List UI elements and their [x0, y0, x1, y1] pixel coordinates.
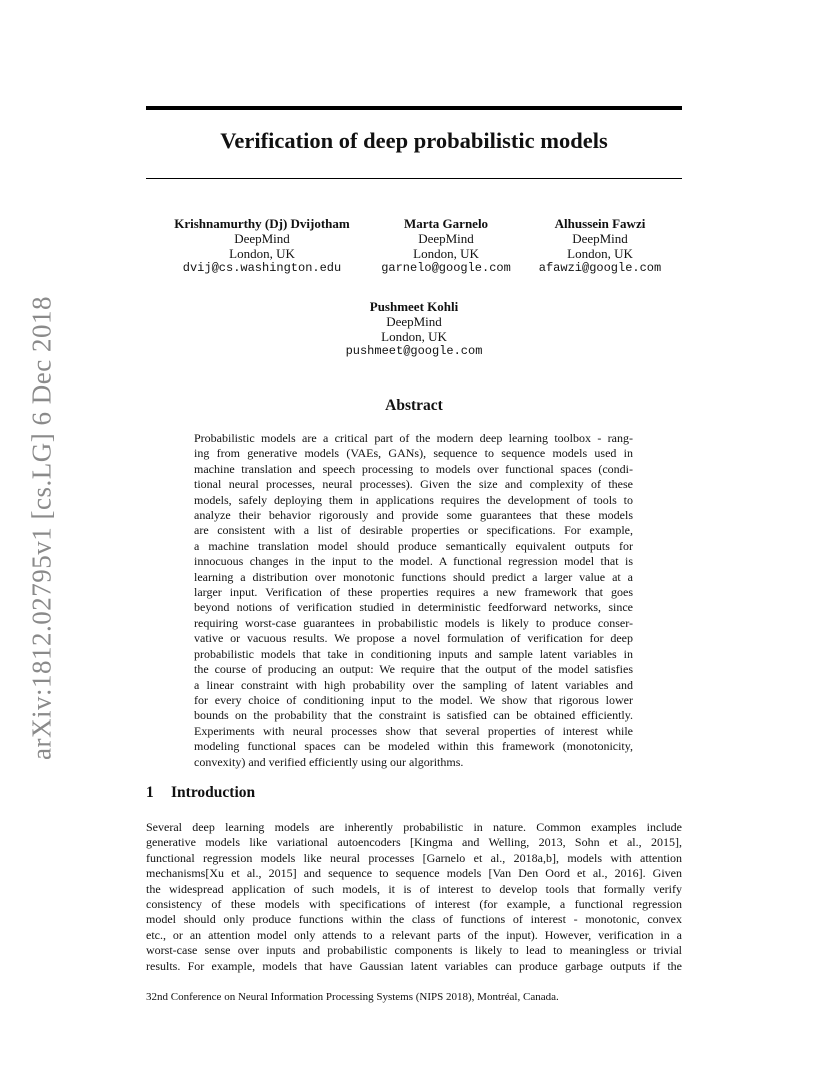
author-name: Krishnamurthy (Dj) Dvijotham [174, 216, 350, 231]
abstract-line: a linear constraint with high probability over the sampling of latent variables and [194, 677, 633, 692]
author-email[interactable]: afawzi@google.com [538, 261, 662, 275]
abstract-line: beyond notions of verification studied in deterministic feedforward networks, since [194, 600, 633, 615]
arxiv-stamp: arXiv:1812.02795v1 [cs.LG] 6 Dec 2018 [26, 296, 57, 760]
intro-line: worst-case sense over inputs and probabilistic components is likely to lead to meaningless or trivial [146, 943, 682, 958]
intro-line: Several deep learning models are inherently probabilistic in nature. Common examples include [146, 820, 682, 834]
conference-footer: 32nd Conference on Neural Information Processing Systems (NIPS 2018), Montréal, Canada. [146, 991, 559, 1003]
intro-line: generative models like variational autoencoders [Kingma and Welling, 2013, Sohn et al., 2015], [146, 835, 682, 850]
author-affiliation: DeepMind [572, 231, 628, 246]
abstract-line: larger input. Verification of these properties requires a new framework that goes [194, 585, 633, 600]
abstract-line: bounds on the probability that the constraint is satisfied can be obtained efficiently. [194, 708, 633, 723]
paper-title: Verification of deep probabilistic models [220, 128, 608, 153]
intro-line: functional regression models like neural processes [Garnelo et al., 2018a,b], models with attention [146, 850, 682, 865]
abstract-line: machine translation and speech processing to models over functional spaces (condi- [194, 461, 633, 476]
abstract-line: the course of producing an output: We require that the output of the model satisfies [194, 662, 633, 677]
author-location: London, UK [229, 246, 295, 261]
intro-line: model should only produce functions within the class of functions of interest - monotonic, convex [146, 912, 682, 927]
author-email[interactable]: dvij@cs.washington.edu [182, 261, 342, 275]
abstract-line: requiring worst-case guarantees in probabilistic models is likely to produce conser- [194, 615, 633, 630]
section-number: 1 [146, 784, 154, 801]
abstract-body [194, 431, 633, 770]
abstract-line: models, safely deploying them in applications requires the development of tools to [194, 492, 633, 507]
author-location: London, UK [567, 246, 633, 261]
intro-line: mechanisms[Xu et al., 2015] and sequence to sequence models [Van Den Oord et al., 2016]. Given [146, 866, 682, 881]
author-name: Alhussein Fawzi [554, 216, 646, 231]
abstract-line: Probabilistic models are a critical part of the modern deep learning toolbox - rang- [194, 431, 633, 445]
abstract-heading: Abstract [385, 397, 443, 414]
abstract-line: tional neural processes, neural processes). Given the size and complexity of these [194, 477, 633, 492]
title-top-rule [146, 106, 682, 110]
author-email[interactable]: garnelo@google.com [381, 261, 511, 275]
abstract-line: innocuous changes in the input to the model. A functional regression model that is [194, 554, 633, 569]
author-block [314, 299, 514, 359]
abstract-line: probabilistic models that take in conditioning inputs and sample latent variables in [194, 646, 633, 661]
intro-line: etc., or an attention model only attends to a relevant parts of the input). However, verification in a [146, 927, 682, 942]
author-affiliation: DeepMind [234, 231, 290, 246]
author-block [162, 216, 362, 276]
abstract-line: modeling functional spaces can be modeled within this framework (monotonicity, [194, 739, 633, 754]
abstract-line: learning a distribution over monotonic functions should predict a larger value at a [194, 569, 633, 584]
abstract-line: vative or vacuous results. We propose a novel formulation of verification for deep [194, 631, 633, 646]
author-affiliation: DeepMind [386, 314, 442, 329]
author-name: Marta Garnelo [403, 216, 489, 231]
section-heading [146, 784, 255, 802]
intro-line: results. For example, models that have Gaussian latent variables can produce garbage outputs if the [146, 958, 682, 973]
section-title: Introduction [171, 784, 256, 801]
author-location: London, UK [413, 246, 479, 261]
introduction-body [146, 820, 682, 974]
author-affiliation: DeepMind [418, 231, 474, 246]
abstract-line: are consistent with a list of desirable properties or specifications. For example, [194, 523, 633, 538]
abstract-line: analyze their behavior rigorously and provide some guarantees that these models [194, 508, 633, 523]
author-block [510, 216, 690, 276]
author-name: Pushmeet Kohli [369, 299, 459, 314]
author-email[interactable]: pushmeet@google.com [345, 344, 483, 358]
intro-line: consistency of these models with specifications of interest (for example, a functional regression [146, 897, 682, 912]
abstract-line: a machine translation model should produce semantically equivalent outputs for [194, 538, 633, 553]
abstract-line: for every choice of conditioning input to the model. We show that rigorous lower [194, 692, 633, 707]
intro-line: the widespread application of such models, it is of interest to develop tools that formally verify [146, 881, 682, 896]
abstract-line: convexity) and verified efficiently using our algorithms. [194, 754, 464, 769]
title-bottom-rule [146, 178, 682, 179]
author-location: London, UK [381, 329, 447, 344]
abstract-line: Experiments with neural processes show that several properties of interest while [194, 723, 633, 738]
abstract-line: ing from generative models (VAEs, GANs), sequence to sequence models used in [194, 446, 633, 461]
author-block [356, 216, 536, 276]
